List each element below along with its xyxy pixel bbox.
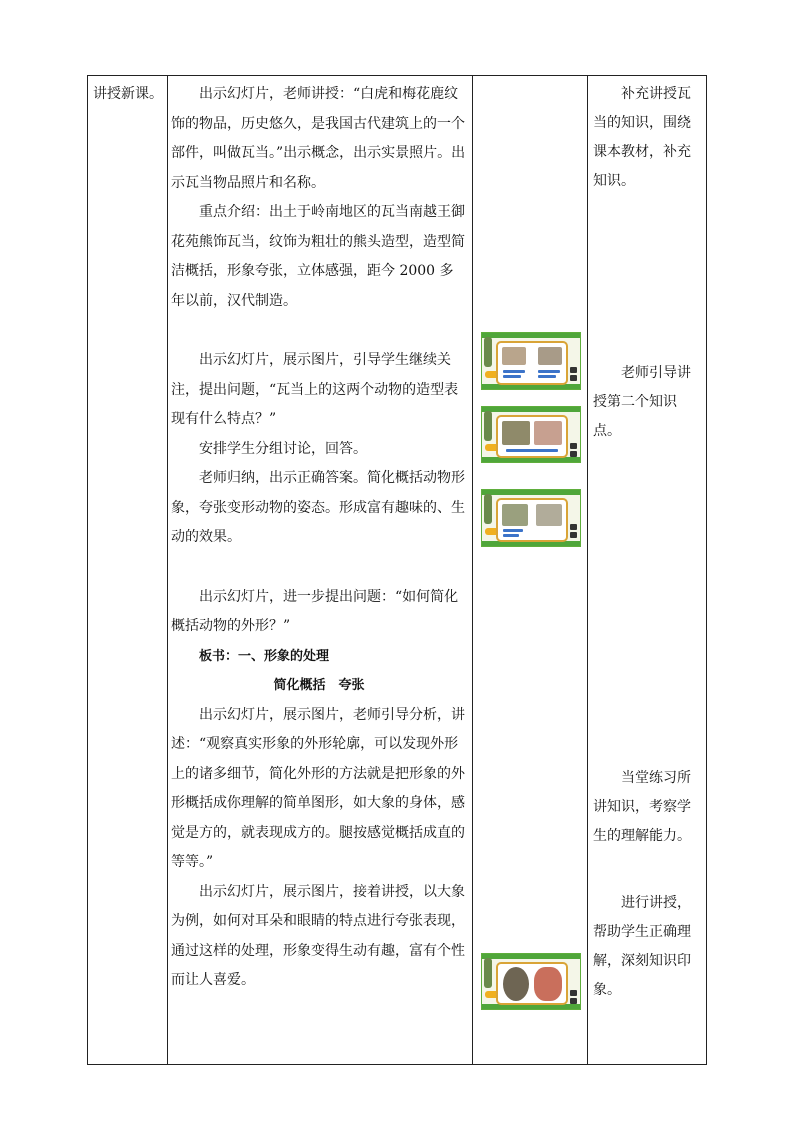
table-divider-3 bbox=[587, 75, 588, 1065]
table-divider-2 bbox=[472, 75, 473, 1065]
stage-column bbox=[93, 80, 165, 109]
slide-thumbnail-4 bbox=[481, 953, 581, 1010]
note-4-text: 进行讲授，帮助学生正确理解，深刻知识印象。 bbox=[593, 895, 691, 998]
content-column bbox=[171, 80, 467, 996]
slide-thumbnail-2 bbox=[481, 406, 581, 463]
paragraph-intro: 出示幻灯片，老师讲授：“白虎和梅花鹿纹饰的物品，历史悠久，是我国古代建筑上的一个部件，叫做瓦当。”出示概念，出示实景照片。出示瓦当物品照片和名称。 bbox=[171, 86, 466, 191]
paragraph-analysis: 出示幻灯片，展示图片，老师引导分析，讲述：“观察真实形象的外形轮廓，可以发现外形上的诸多细节，简化外形的方法就是把形象的外形概括成你理解的简单图形，如大象的身体，感觉是方的，就表现成方的。腿按感觉概括成直的等等。” bbox=[171, 706, 465, 870]
paragraph-discussion: 安排学生分组讨论，回答。 bbox=[199, 440, 367, 457]
note-1-text: 补充讲授瓦当的知识，围绕课本教材，补充知识。 bbox=[593, 86, 691, 189]
paragraph-summary: 老师归纳，出示正确答案。简化概括动物形象，夸张变形动物的姿态。形成富有趣味的、生动的效果。 bbox=[171, 470, 465, 545]
board-heading: 板书：一、形象的处理 bbox=[199, 648, 330, 664]
note-2-text: 老师引导讲授第二个知识点。 bbox=[593, 365, 691, 439]
note-3 bbox=[593, 764, 701, 851]
paragraph-key-point: 重点介绍：出土于岭南地区的瓦当南越王御花苑熊饰瓦当，纹饰为粗壮的熊头造型，造型简洁概括，形象夸张，立体感强，距今 2000 多年以前，汉代制造。 bbox=[171, 204, 465, 309]
note-4 bbox=[593, 889, 701, 1005]
table-right-border bbox=[706, 75, 707, 1065]
paragraph-elephant: 出示幻灯片，展示图片，接着讲授，以大象为例，如何对耳朵和眼睛的特点进行夸张表现，通过这样的处理，形象变得生动有趣，富有个性而让人喜爱。 bbox=[171, 883, 465, 988]
board-subheading: 简化概括 夸张 bbox=[273, 678, 365, 693]
note-2 bbox=[593, 359, 701, 446]
paragraph-question: 出示幻灯片，展示图片，引导学生继续关注，提出问题，“瓦当上的这两个动物的造型表现有什么特点？” bbox=[171, 352, 459, 427]
note-3-text: 当堂练习所讲知识，考察学生的理解能力。 bbox=[593, 770, 691, 844]
paragraph-further-question: 出示幻灯片，进一步提出问题：“如何简化概括动物的外形？” bbox=[171, 588, 459, 634]
table-top-border bbox=[87, 75, 707, 76]
table-divider-1 bbox=[167, 75, 168, 1065]
stage-label: 讲授新课。 bbox=[93, 86, 163, 102]
table-bottom-border bbox=[87, 1064, 707, 1065]
table-left-border bbox=[87, 75, 88, 1065]
note-1 bbox=[593, 80, 701, 196]
slide-thumbnail-1 bbox=[481, 332, 581, 390]
slide-thumbnail-3 bbox=[481, 489, 581, 547]
